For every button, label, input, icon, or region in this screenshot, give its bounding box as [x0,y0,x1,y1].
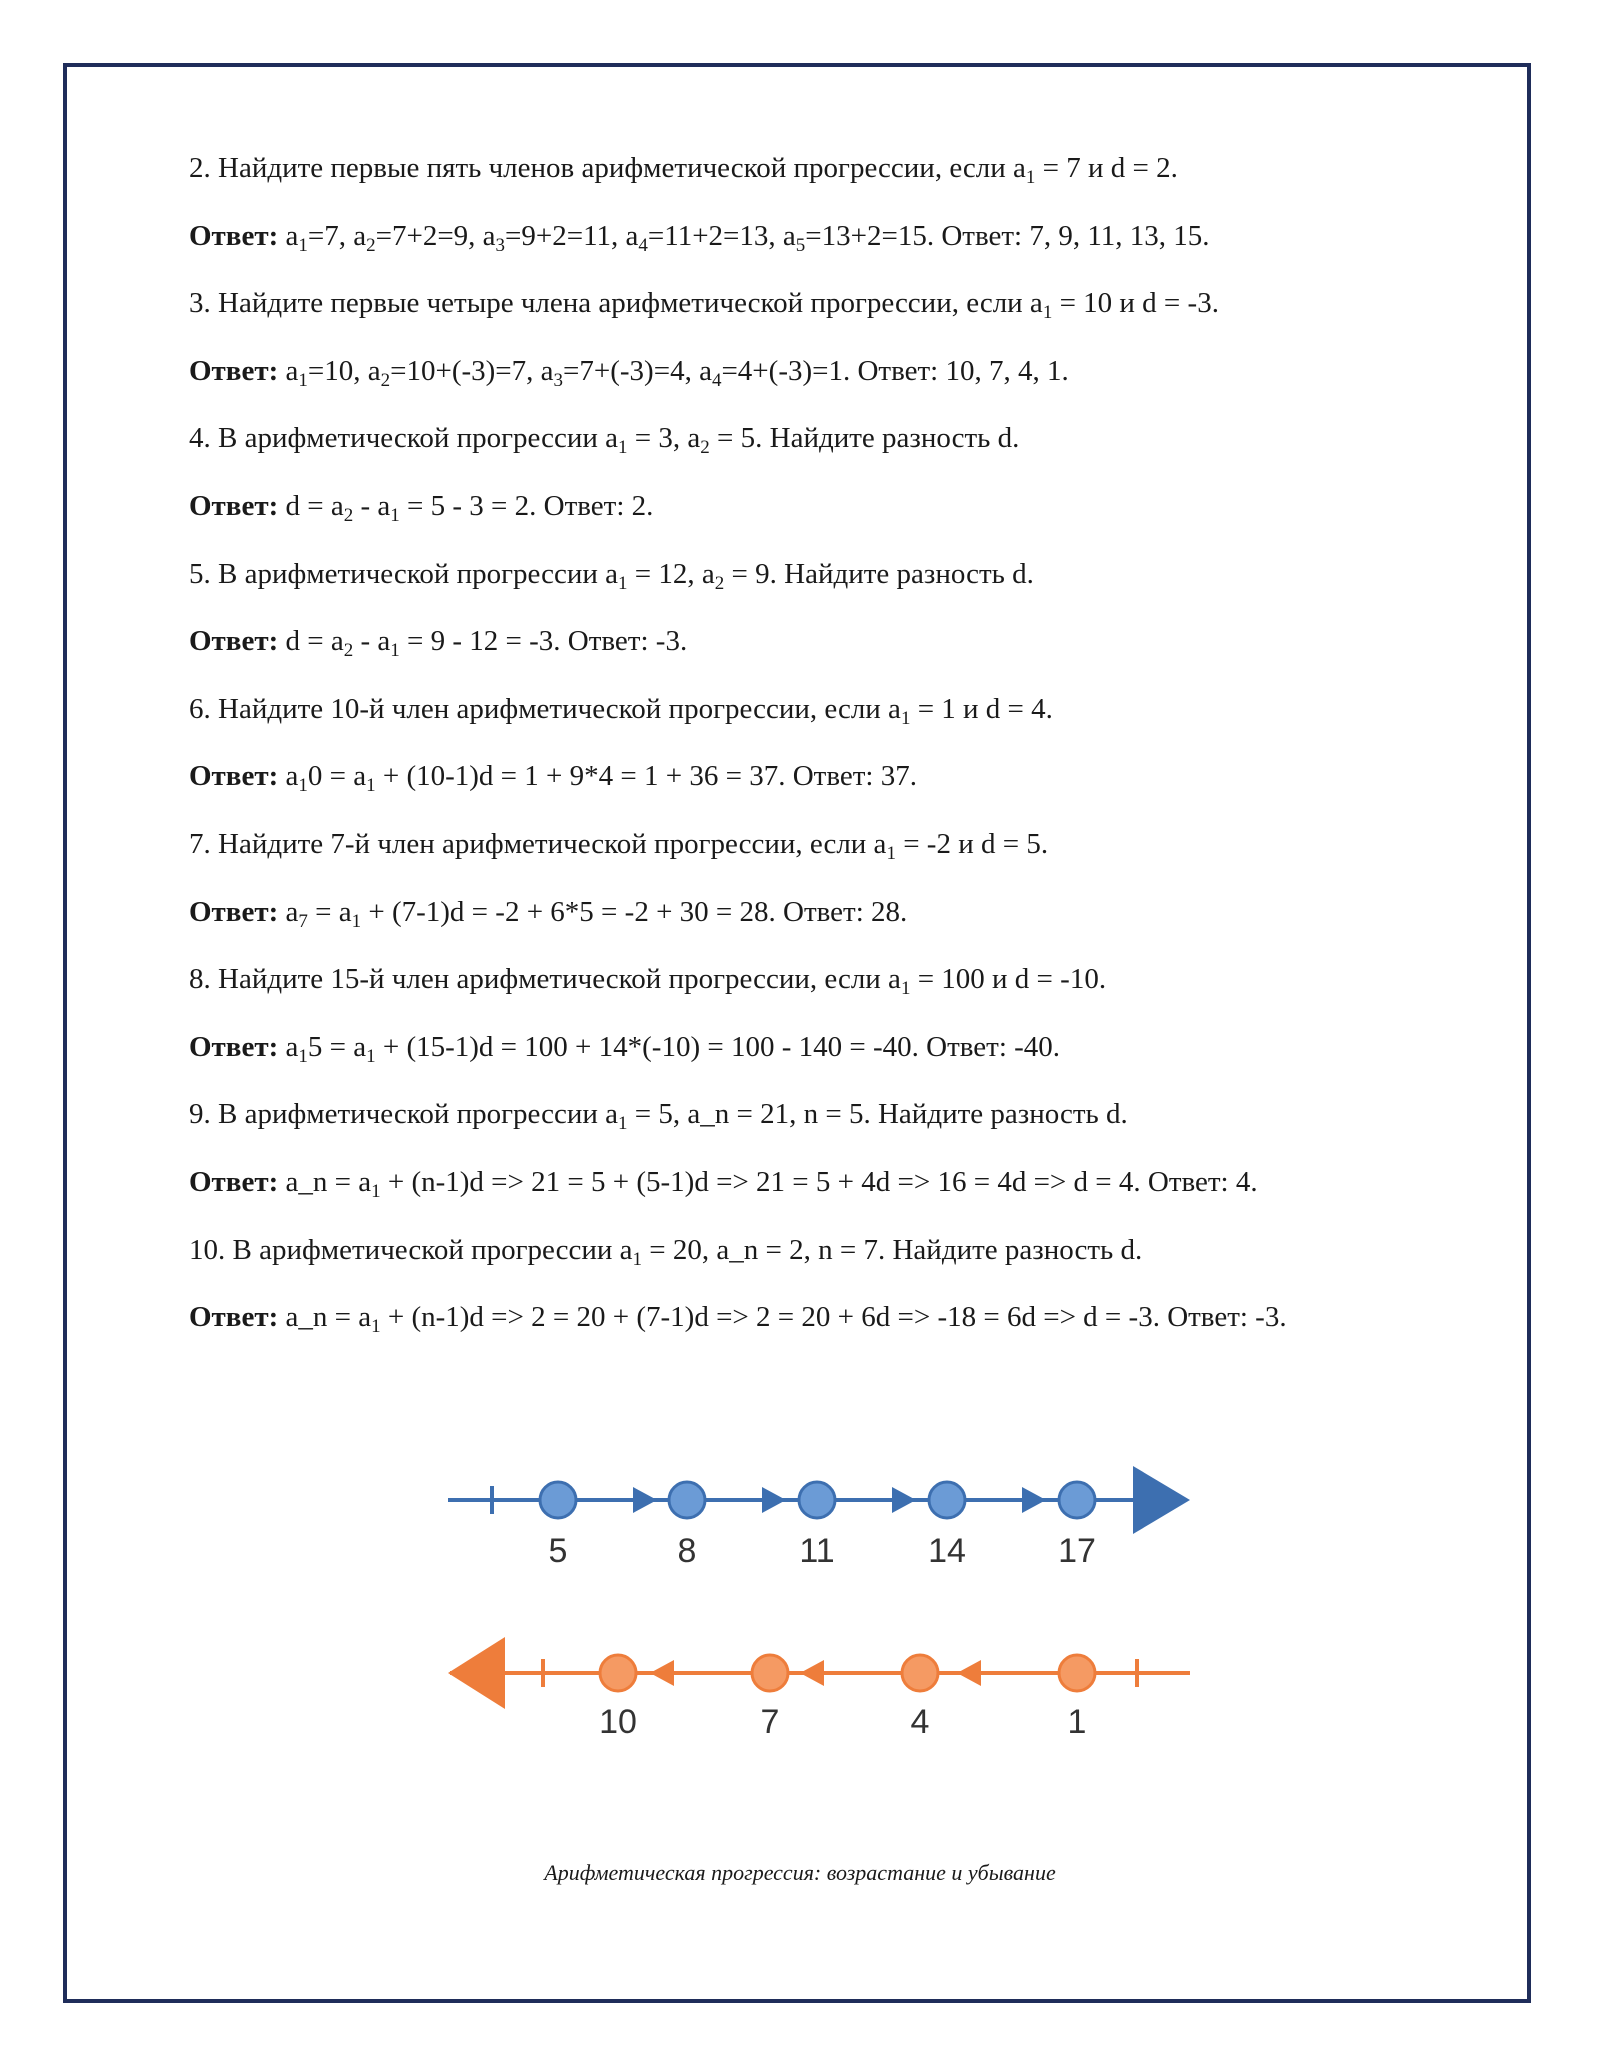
subscript: 2 [714,572,725,594]
text-run: a [285,219,299,252]
text-run: = 1 и d = 4. [910,692,1053,725]
text-run: =13+2=15. Ответ: 7, 9, 11, 13, 15. [805,219,1210,252]
text-run: 9. В арифметической прогрессии a [189,1098,619,1131]
progression-point [600,1655,636,1691]
text-run: 3. Найдите первые четыре члена арифметической прогрессии, если a [189,287,1043,320]
arrow-step-right [633,1487,657,1513]
text-run: = -2 и d = 5. [895,827,1049,860]
progression-point [902,1655,938,1691]
subscript: 1 [298,369,308,391]
answer-label: Ответ: [189,1301,279,1334]
text-run: =11+2=13, a [647,219,796,252]
text-run: a_n = a [285,1301,372,1334]
subscript: 1 [632,1248,643,1270]
answer-line [189,621,1439,661]
question-line [189,283,1439,323]
text-run: d = a [285,625,344,658]
answer-line [189,756,1439,796]
text-run: d = a [285,489,344,522]
question-line [189,824,1439,864]
question-line [189,959,1439,999]
subscript: 2 [380,369,391,391]
subscript: 2 [343,504,354,526]
arrow-step-right [1022,1487,1046,1513]
subscript: 1 [900,978,911,1000]
point-label: 8 [677,1532,697,1570]
progression-point [540,1482,576,1518]
subscript: 3 [553,369,564,391]
subscript: 1 [900,707,911,729]
answer-label: Ответ: [189,219,279,252]
text-run: 10. В арифметической прогрессии a [189,1233,633,1266]
answer-line [189,216,1439,256]
text-run: 2. Найдите первые пять членов арифметической прогрессии, если a [189,152,1026,184]
answer-label: Ответ: [189,625,279,658]
progression-diagram [440,1455,1200,1755]
point-label: 1 [1067,1703,1087,1741]
text-run: - a [353,489,391,522]
subscript: 1 [298,234,308,256]
subscript: 2 [343,640,354,662]
subscript: 1 [1042,302,1053,324]
progression-point [669,1482,705,1518]
big-arrowhead-right [1133,1466,1190,1534]
answer-line [189,1027,1439,1067]
subscript: 1 [618,1113,628,1135]
answer-label: Ответ: [189,354,279,387]
question-line [189,1230,1439,1270]
question-line [189,689,1439,729]
text-run: a [285,354,299,387]
text-run: + (7-1)d = -2 + 6*5 = -2 + 30 = 28. Ответ: 28. [361,895,908,928]
text-run: =7+2=9, a [375,219,496,252]
point-label: 11 [799,1532,835,1570]
text-run: 7. Найдите 7-й член арифметической прогрессии, если a [189,827,887,860]
text-run: = 5, a_n = 21, n = 5. Найдите разность d. [627,1098,1128,1131]
text-run: = 5. Найдите разность d. [709,422,1020,455]
subscript: 1 [366,775,376,797]
subscript: 5 [795,234,806,256]
question-line [189,148,1439,188]
subscript: 1 [298,775,308,797]
subscript: 1 [390,504,400,526]
text-run: - a [353,625,391,658]
arrow-step-right [762,1487,786,1513]
text-run: a [285,895,299,928]
answer-label: Ответ: [189,895,279,928]
subscript: 4 [638,234,648,256]
text-run: 0 = a [307,760,367,793]
question-line [189,1094,1439,1134]
progression-point [1059,1655,1095,1691]
exercise-list [189,148,1439,1365]
answer-line [189,892,1439,932]
text-run: + (n-1)d => 21 = 5 + (5-1)d => 21 = 5 + 4d => 16 = 4d => d = 4. Ответ: 4. [380,1165,1258,1198]
text-run: + (15-1)d = 100 + 14*(-10) = 100 - 140 = -40. Ответ: -40. [375,1030,1061,1063]
progression-point [929,1482,965,1518]
question-line [189,418,1439,458]
question-line [189,554,1439,594]
point-label: 5 [548,1532,568,1570]
point-label: 14 [928,1532,966,1570]
subscript: 2 [700,437,710,459]
text-run: = 100 и d = -10. [910,963,1107,996]
text-run: =9+2=11, a [505,219,639,252]
answer-line [189,1297,1439,1337]
subscript: 1 [618,437,628,459]
text-run: = 9. Найдите разность d. [724,557,1034,590]
text-run: = a [307,895,352,928]
subscript: 1 [1025,167,1036,188]
text-run: + (n-1)d => 2 = 20 + (7-1)d => 2 = 20 + 6d => -18 = 6d => d = -3. Ответ: -3. [380,1301,1287,1334]
answer-label: Ответ: [189,1165,279,1198]
answer-label: Ответ: [189,760,279,793]
answer-line [189,1162,1439,1202]
text-run: a [285,1030,299,1063]
text-run: = 12, a [627,557,715,590]
answer-label: Ответ: [189,489,279,522]
text-run: 4. В арифметической прогрессии a [189,422,619,455]
text-run: 5. В арифметической прогрессии a [189,557,619,590]
subscript: 1 [886,842,896,864]
text-run: a_n = a [285,1165,372,1198]
point-label: 7 [760,1703,780,1741]
text-run: =10+(-3)=7, a [390,354,554,387]
big-arrowhead-left [448,1637,505,1709]
text-run: = 9 - 12 = -3. Ответ: -3. [399,625,688,658]
subscript: 1 [298,1045,308,1067]
arrow-step-left [650,1660,674,1686]
text-run: = 10 и d = -3. [1052,287,1219,320]
answer-line [189,351,1439,391]
subscript: 3 [495,234,506,256]
text-run: =7, a [307,219,367,252]
text-run: =7+(-3)=4, a [563,354,712,387]
progression-point [1059,1482,1095,1518]
progression-point [752,1655,788,1691]
arrow-step-left [957,1660,981,1686]
subscript: 1 [351,910,362,932]
text-run: =4+(-3)=1. Ответ: 10, 7, 4, 1. [721,354,1069,387]
subscript: 1 [371,1316,381,1338]
arrow-step-right [892,1487,916,1513]
progression-point [799,1482,835,1518]
arrow-step-left [800,1660,824,1686]
answer-label: Ответ: [189,1030,279,1063]
text-run: 6. Найдите 10-й член арифметической прогрессии, если a [189,692,901,725]
subscript: 1 [618,572,628,594]
text-run: = 5 - 3 = 2. Ответ: 2. [399,489,654,522]
subscript: 7 [298,910,308,932]
text-run: = 20, a_n = 2, n = 7. Найдите разность d. [642,1233,1143,1266]
subscript: 1 [390,640,400,662]
point-label: 10 [599,1703,637,1741]
text-run: + (10-1)d = 1 + 9*4 = 1 + 36 = 37. Ответ: 37. [375,760,917,793]
text-run: 8. Найдите 15-й член арифметической прогрессии, если a [189,963,901,996]
text-run: a [285,760,299,793]
subscript: 1 [371,1180,381,1202]
subscript: 1 [366,1045,376,1067]
text-run: = 7 и d = 2. [1035,152,1178,184]
figure-caption: Арифметическая прогрессия: возрастание и убывание [544,1860,1056,1885]
text-run: 5 = a [307,1030,367,1063]
point-label: 4 [910,1703,930,1741]
point-label: 17 [1058,1532,1096,1570]
answer-line [189,486,1439,526]
subscript: 4 [711,369,722,391]
text-run: =10, a [307,354,381,387]
subscript: 2 [366,234,376,256]
text-run: = 3, a [627,422,701,455]
